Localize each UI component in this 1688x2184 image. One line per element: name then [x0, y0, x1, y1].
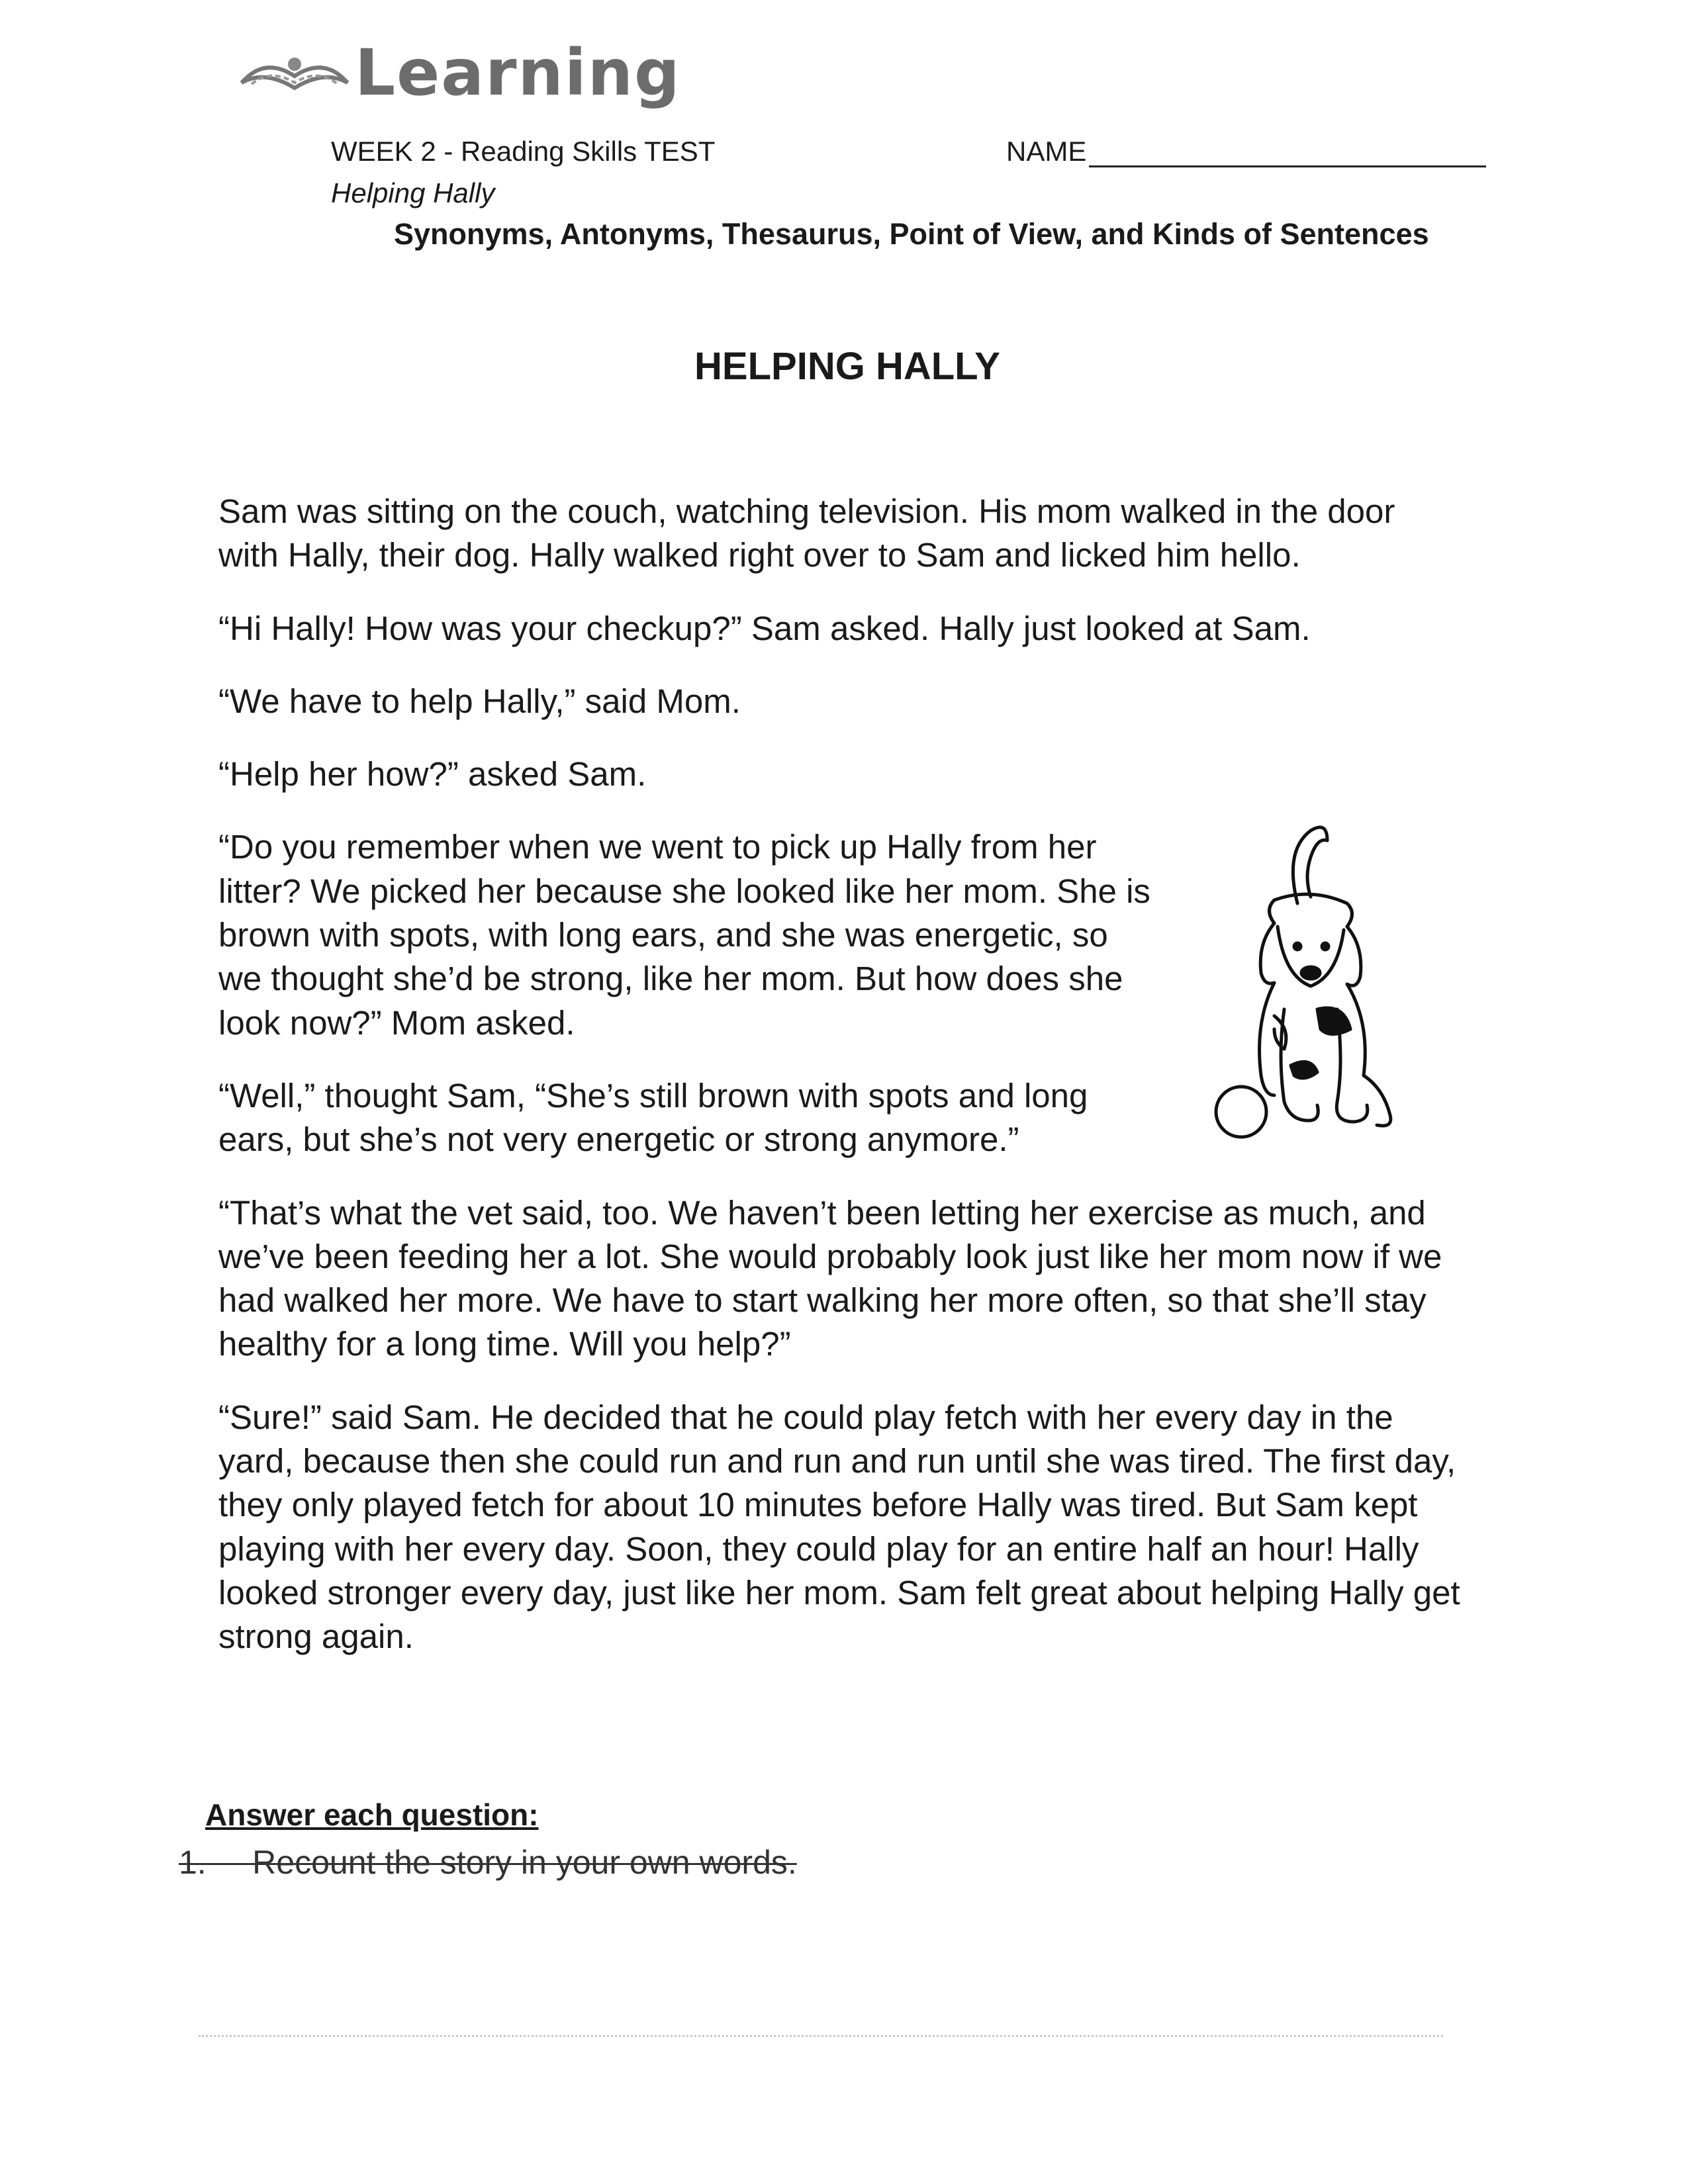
story-paragraph: “Well,” thought Sam, “She’s still brown with spots and long ears, but she’s not very energetic or strong anymore.”: [218, 1076, 1088, 1159]
name-label: NAME: [1006, 136, 1087, 167]
name-field[interactable]: [1006, 136, 1486, 167]
question-1: 1. Recount the story in your own words.: [179, 1844, 797, 1881]
story-title: HELPING HALLY: [694, 345, 1000, 388]
puppy-illustration-icon: [1211, 811, 1403, 1148]
week-label: WEEK 2 - Reading Skills TEST: [331, 136, 716, 167]
logo: [238, 36, 681, 109]
answer-line[interactable]: [199, 2035, 1443, 2037]
story-paragraph: “Do you remember when we went to pick up Hally from her litter? We picked her because she looked like her mom. She is brown with spots, with long ears, and she was energetic, so we thought she’d be strong, like her mom. But how does she look now?” Mom asked.: [218, 828, 1150, 1042]
name-blank-line[interactable]: [1089, 140, 1486, 167]
story-paragraph: “We have to help Hally,” said Mom.: [218, 682, 741, 720]
story-paragraph: “That’s what the vet said, too. We haven’t been letting her exercise as much, and we’ve been feeding her a lot. She would probably look just like her mom now if we had walked her more. We have to start walking her more often, so that she’ll stay healthy for a long time. Will you help?”: [218, 1193, 1442, 1363]
questions-heading: Answer each question:: [205, 1797, 539, 1832]
logo-text: Learning: [355, 36, 681, 110]
story-paragraph: “Help her how?” asked Sam.: [218, 755, 647, 794]
book-logo-icon: [238, 50, 351, 96]
story-paragraph: Sam was sitting on the couch, watching television. His mom walked in the door with Hally, their dog. Hally walked right over to Sam and licked him hello.: [218, 492, 1395, 574]
story-paragraph: “Hi Hally! How was your checkup?” Sam asked. Hally just looked at Sam.: [218, 609, 1311, 647]
story-paragraph: “Sure!” said Sam. He decided that he could play fetch with her every day in the yard, because then she could run and run and run until she was tired. The first day, they only played fetch for about 10 minutes before Hally was tired. But Sam kept playing with her every day. Soon, they could play for an entire half an hour! Hally looked stronger every day, just like her mom. Sam felt great about helping Hally get strong again.: [218, 1398, 1460, 1656]
topics-heading: Synonyms, Antonyms, Thesaurus, Point of View, and Kinds of Sentences: [394, 217, 1429, 251]
story-subtitle: Helping Hally: [331, 177, 495, 208]
